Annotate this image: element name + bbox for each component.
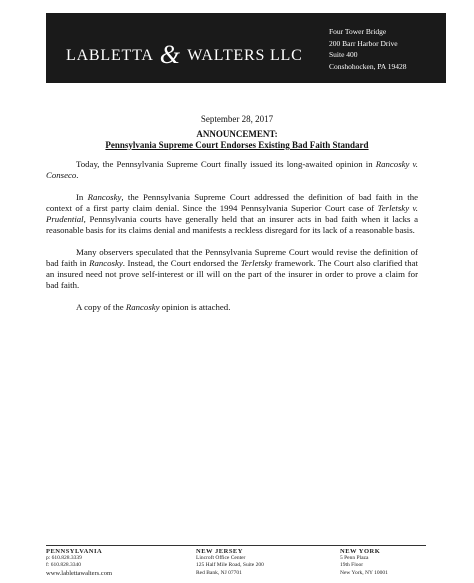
letterhead xyxy=(46,13,446,83)
firm-address xyxy=(329,26,406,72)
announcement-title: ANNOUNCEMENT: xyxy=(196,129,278,139)
firm-name-part1: LABLETTA xyxy=(66,47,153,64)
case-name: Rancosky v. Conseco xyxy=(46,159,418,180)
footer-website-link[interactable]: www.lablettawalters.com xyxy=(46,569,112,577)
footer-divider xyxy=(46,545,426,546)
paragraph-2 xyxy=(46,192,418,236)
case-name: Rancosky xyxy=(89,258,123,268)
address-line: 200 Barr Harbor Drive xyxy=(329,38,398,48)
text-run: , Pennsylvania courts have generally held that an insurer acts in bad faith when it lacks a reasonable basis for its claims denial and manifests a reckless disregard for its lack of a reasonable basis. xyxy=(46,214,418,235)
footer-city: NEW JERSEY xyxy=(196,548,243,555)
footer-pennsylvania xyxy=(46,548,112,577)
case-name: Rancosky xyxy=(87,192,122,202)
text-run: framework. The Court also clarified that an insured need not prove self-interest or ill will on the part of the insurer in order to prove a claim for bad faith. xyxy=(46,258,418,290)
text-run: , the Pennsylvania Supreme Court addressed the definition of bad faith in the context of a first party claim denial. Since the 1994 Pennsylvania Superior Court case of xyxy=(46,192,418,213)
announcement-heading xyxy=(0,129,474,151)
text-run: A copy of the xyxy=(76,302,126,312)
paragraph-3 xyxy=(46,247,418,291)
address-line: Conshohocken, PA 19428 xyxy=(329,61,407,71)
case-name: Terletsky v. Prudential xyxy=(46,203,418,224)
text-run: . Instead, the Court endorsed the xyxy=(122,258,241,268)
address-line: Four Tower Bridge xyxy=(329,27,387,36)
letter-body xyxy=(46,159,418,324)
footer-address-line: 5 Penn Plaza xyxy=(340,555,369,562)
firm-logo xyxy=(66,37,303,67)
firm-ampersand: & xyxy=(159,40,181,69)
letter-date: September 28, 2017 xyxy=(200,114,274,124)
announcement-subtitle: Pennsylvania Supreme Court Endorses Existing Bad Faith Standard xyxy=(105,140,369,150)
case-name: Rancosky xyxy=(125,302,160,312)
footer-address-line: New York, NY 10001 xyxy=(340,569,388,576)
footer-city: PENNSYLVANIA xyxy=(46,548,103,555)
footer-city: NEW YORK xyxy=(340,548,381,555)
text-run: opinion is attached. xyxy=(159,302,231,312)
footer-new-jersey xyxy=(196,548,264,577)
text-run: In xyxy=(76,192,88,202)
footer-address-line: 125 Half Mile Road, Suite 200 xyxy=(196,562,264,569)
footer-address-line: Lincroft Office Center xyxy=(196,555,246,562)
text-run: . xyxy=(76,170,79,180)
text-run: Many observers speculated that the Pennsylvania Supreme Court would revise the definition of bad faith in xyxy=(46,247,418,268)
footer-new-york xyxy=(340,548,388,577)
address-line: Suite 400 xyxy=(329,50,358,59)
footer-phone: p: 610.828.3339 xyxy=(46,555,82,562)
firm-name-part2: WALTERS LLC xyxy=(187,47,303,64)
case-name: Terletsky xyxy=(240,258,273,268)
paragraph-4 xyxy=(46,302,418,313)
footer-fax: f: 610.828.3340 xyxy=(46,562,81,569)
text-run: Today, the Pennsylvania Supreme Court finally issued its long-awaited opinion in xyxy=(76,159,376,169)
footer-address-line: 19th Floor xyxy=(340,562,364,569)
paragraph-1 xyxy=(46,159,418,181)
footer-address-line: Red Bank, NJ 07701 xyxy=(196,569,242,576)
